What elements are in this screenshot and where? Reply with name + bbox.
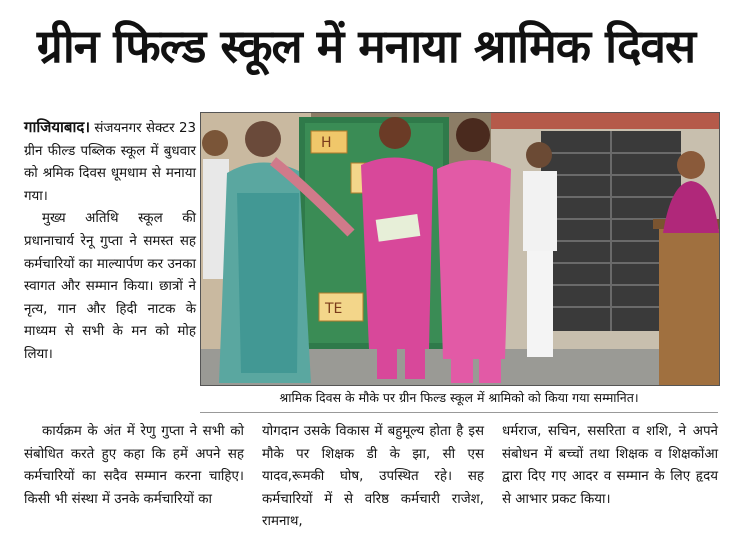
paragraph-3: कार्यक्रम के अंत में रेणु गुप्ता ने सभी को संबोधित करते हुए कहा कि हमें अपने सह कर्मचारियों का सदैव सम्मान करना चाहिए। किसी भी संस्था में उनके कर्मचारियों का xyxy=(24,424,244,507)
article-column-bottom-right xyxy=(502,421,718,511)
photo-caption: श्रामिक दिवस के मौके पर ग्रीन फिल्ड स्कूल में श्रामिको को किया गया सम्मानित। xyxy=(279,390,639,405)
article-column-left xyxy=(24,116,196,367)
dateline: गाजियाबाद। xyxy=(24,118,91,136)
board-letter-1: H xyxy=(321,135,332,151)
paragraph-4: योगदान उसके विकास में बहुमूल्य होता है इस मौके पर शिक्षक डी के झा, सी एस यादव,रूमकी घोष, उपस्थित रहे। सह कर्मचारियों में से वरिष्ठ कर्मचारी राजेश, रामनाथ, xyxy=(262,424,484,530)
headline: ग्रीन फिल्ड स्कूल में मनाया श्रामिक दिवस xyxy=(36,19,696,73)
paragraph-2: मुख्य अतिथि स्कूल की प्रधानाचार्य रेनू गुप्ता ने समस्त सह कर्मचारियों का माल्यार्पण कर उनका स्वागत और सम्मान किया। छात्रों ने नृत्य, गान और हिदी नाटक के माध्यम से सभी के मन को मोह लिया। xyxy=(24,211,196,362)
intro-paragraph xyxy=(24,116,196,208)
caption-rule xyxy=(200,412,718,413)
board-letter-3: TE xyxy=(325,301,343,317)
article-column-bottom-left xyxy=(24,421,244,511)
news-photo xyxy=(200,112,720,386)
paragraph-5: धर्मराज, सचिन, ससरिता व शशि, ने अपने संबोधन में बच्चों तथा शिक्षक व शिक्षकोंआ द्वारा दिए गए आदर व सम्मान के लिए हृदय से आभार प्रकट किया। xyxy=(502,424,718,507)
paragraph-1: संजयनगर सेक्टर 23 ग्रीन फील्ड पब्लिक स्कूल में बुधवार को श्रमिक दिवस धूमधाम से मनाया गया। xyxy=(24,121,196,204)
article-column-bottom-middle xyxy=(262,421,484,534)
